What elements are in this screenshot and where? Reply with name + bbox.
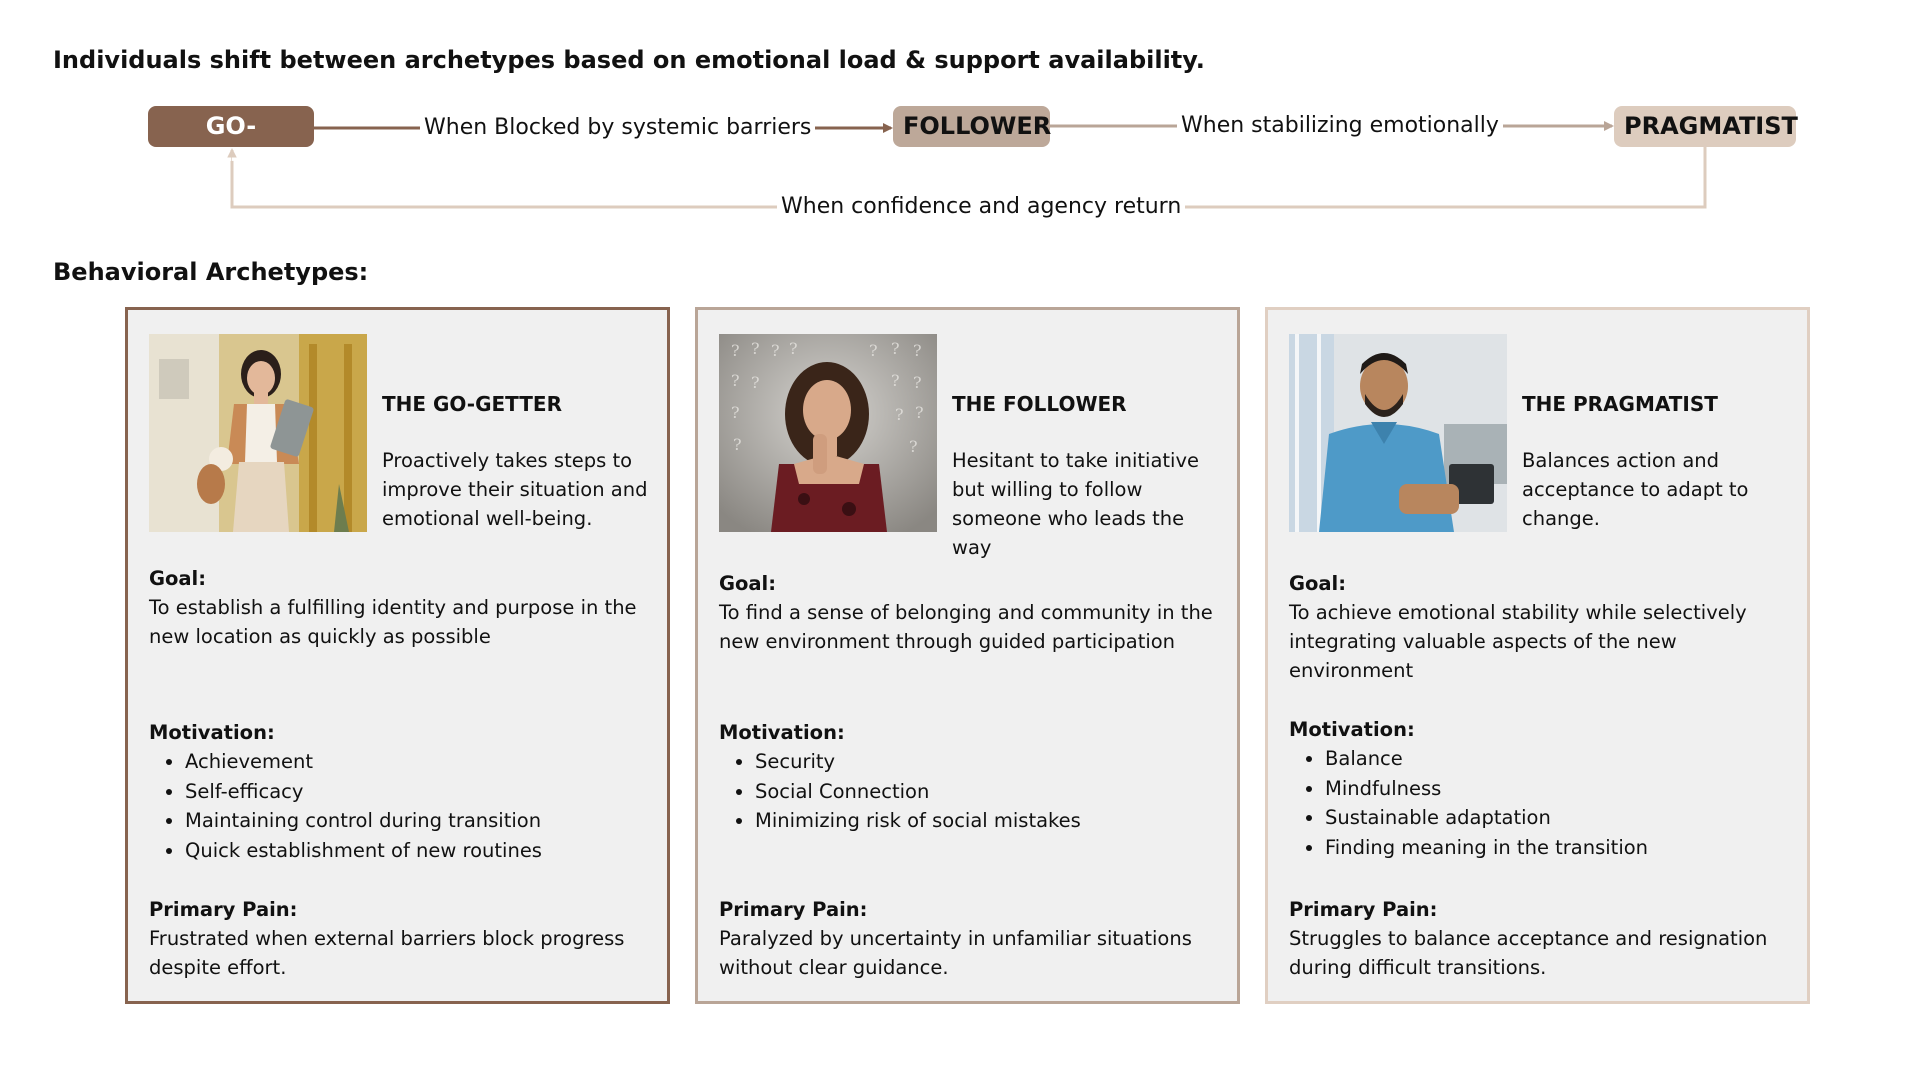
list-item: • Achievement (185, 747, 659, 777)
goal-label: Goal: (719, 572, 777, 595)
motivation-list (149, 747, 659, 865)
goal-section (149, 564, 659, 651)
card-description: Balances action and acceptance to adapt to change. (1522, 449, 1749, 530)
svg-text:?: ? (751, 373, 760, 392)
list-item: • Maintaining control during transition (185, 806, 659, 836)
pain-label: Primary Pain: (719, 898, 868, 921)
motivation-label: Motivation: (719, 721, 845, 744)
transition-label-confidence: When confidence and agency return (777, 194, 1185, 219)
list-item: • Finding meaning in the transition (1325, 833, 1799, 863)
pain-section (1289, 895, 1799, 982)
transition-label-stabilizing: When stabilizing emotionally (1177, 113, 1503, 138)
card-description: Proactively takes steps to improve their situation and emotional well-being. (382, 449, 648, 530)
motivation-label: Motivation: (1289, 718, 1415, 741)
archetype-card-go-getter (125, 307, 670, 1004)
goal-label: Goal: (149, 567, 207, 590)
pain-text: Struggles to balance acceptance and resignation during difficult transitions. (1289, 927, 1768, 979)
svg-text:?: ? (731, 403, 740, 422)
motivation-section (1289, 715, 1799, 862)
svg-text:?: ? (891, 339, 900, 358)
thinking-woman-photo (719, 334, 937, 532)
svg-text:?: ? (869, 341, 878, 360)
node-follower: FOLLOWER (893, 106, 1050, 147)
list-item: • Security (755, 747, 1229, 777)
motivation-list (1289, 744, 1799, 862)
pain-text: Paralyzed by uncertainty in unfamiliar situations without clear guidance. (719, 927, 1192, 979)
svg-text:?: ? (771, 341, 780, 360)
pain-text: Frustrated when external barriers block progress despite effort. (149, 927, 625, 979)
svg-text:?: ? (731, 341, 740, 360)
motivation-label: Motivation: (149, 721, 275, 744)
svg-text:?: ? (751, 339, 760, 358)
goal-section (719, 569, 1229, 656)
list-item: • Quick establishment of new routines (185, 836, 659, 866)
motivation-section (149, 718, 659, 865)
smiling-man-photo (1289, 334, 1507, 532)
list-item: • Self-efficacy (185, 777, 659, 807)
transition-label-blocked: When Blocked by systemic barriers (420, 115, 815, 140)
pain-section (719, 895, 1229, 982)
motivation-list (719, 747, 1229, 836)
svg-text:?: ? (891, 371, 900, 390)
archetype-flow-diagram (0, 0, 1920, 240)
list-item: • Mindfulness (1325, 774, 1799, 804)
card-description: Hesitant to take initiative but willing to follow someone who leads the way (952, 449, 1200, 559)
goal-text: To achieve emotional stability while selectively integrating valuable aspects of the new environment (1289, 601, 1747, 682)
list-item: • Social Connection (755, 777, 1229, 807)
archetype-card-pragmatist (1265, 307, 1810, 1004)
goal-label: Goal: (1289, 572, 1347, 595)
goal-section (1289, 569, 1799, 685)
goal-text: To find a sense of belonging and community in the new environment through guided participation (719, 601, 1213, 653)
svg-text:?: ? (913, 341, 922, 360)
list-item: • Sustainable adaptation (1325, 803, 1799, 833)
woman-with-laptop-photo (149, 334, 367, 532)
archetype-card-follower (695, 307, 1240, 1004)
card-title: THE FOLLOWER (952, 392, 1127, 416)
card-title: THE PRAGMATIST (1522, 392, 1718, 416)
section-title: Behavioral Archetypes: (53, 258, 369, 286)
list-item: • Balance (1325, 744, 1799, 774)
pain-label: Primary Pain: (149, 898, 298, 921)
svg-text:?: ? (913, 373, 922, 392)
pain-section (149, 895, 659, 982)
page-headline: Individuals shift between archetypes based on emotional load & support availability. (53, 46, 1205, 74)
svg-text:?: ? (733, 435, 742, 454)
svg-text:?: ? (789, 339, 798, 358)
svg-text:?: ? (731, 371, 740, 390)
svg-text:?: ? (915, 403, 924, 422)
pain-label: Primary Pain: (1289, 898, 1438, 921)
goal-text: To establish a fulfilling identity and purpose in the new location as quickly as possible (149, 596, 637, 648)
list-item: • Minimizing risk of social mistakes (755, 806, 1229, 836)
motivation-section (719, 718, 1229, 836)
svg-text:?: ? (909, 437, 918, 456)
card-title: THE GO-GETTER (382, 392, 562, 416)
node-pragmatist: PRAGMATIST (1614, 106, 1796, 147)
svg-text:?: ? (895, 405, 904, 424)
node-go-getter: GO-GETTER (148, 106, 314, 147)
